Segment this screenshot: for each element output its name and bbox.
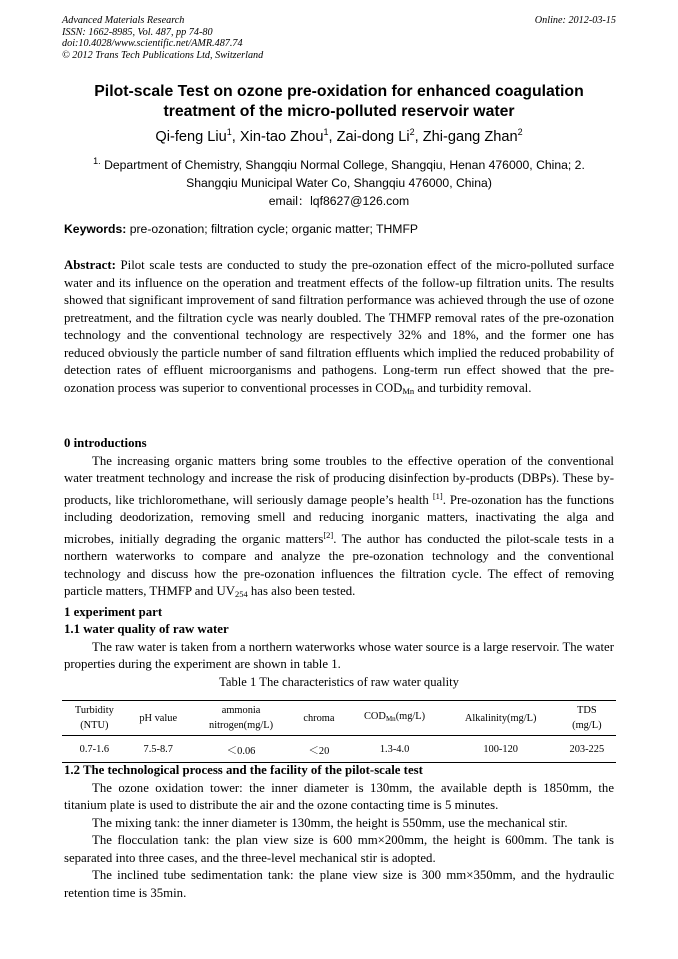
table-header-cell: Turbidity (NTU) <box>74 705 114 731</box>
affiliation-line-2: Shangqiu Municipal Water Co, Shangqiu 476000, China) <box>186 176 492 191</box>
abstract-text: Pilot scale tests are conducted to study the pre-ozonation effect of the micro-polluted surface water and its influence on the operation and treatment effects of the follow-up filtration units. The results showed that significant improvement of sand filtration performance was achieved through the use of ozone pretreatment, and the filtration cycle was nearly doubled. The THMFP removal rates of the pre-ozonation technology and the conventional technology are respectively 32% and 18%, and the former one has reduced obviously the particle number of sand filtration effluents which implied the reduced probability of detection rates of effluent microorganisms and pathogens. Long-term run effect showed that the pre-ozonation process was superior to conventional processes in COD <box>64 258 615 395</box>
title-line-2: treatment of the micro-polluted reservoir water <box>163 103 515 120</box>
journal-name: Advanced Materials Research <box>62 15 185 26</box>
citation[interactable]: [2] <box>323 529 334 540</box>
journal-header <box>62 15 263 61</box>
author-name: Zai-dong Li <box>336 128 410 145</box>
abstract <box>64 257 614 400</box>
process-section <box>64 762 614 902</box>
keywords-text: pre-ozonation; filtration cycle; organic matter; THMFP <box>129 222 419 236</box>
paragraph: The increasing organic matters bring some troubles to the effective operation of the conventional water treatment technology and increase the risk of producing disinfection by-products (DBPs). These by-products, like trichloromethane, will seriously damage people’s health [1]. Pre-ozonation has the functions including deodorization, removing smell and reducing inorganic matters, inactivating the alga and microbes, initially degrading the organic matters[2]. The author has conducted the pilot-scale tests in a northern waterworks to compare and analyze the pre-ozonation technology and the conventional technology and discuss how the pre-ozonation influences the filtration cycle. The effect of removing particle matters, THMFP and $UV_{254}$ has also been tested. <box>64 453 614 599</box>
author-name: Zhi-gang Zhan <box>422 128 518 145</box>
author-name: Qi-feng Liu <box>155 128 227 145</box>
paragraph: The raw water is taken from a northern waterworks whose water source is a large reservoir. The water properties during the experiment are shown in table 1. <box>64 639 614 671</box>
table-cell: 100-120 <box>483 744 518 755</box>
affiliation-marker: 1. <box>93 156 101 166</box>
paragraph: The ozone oxidation tower: the inner diameter is 130mm, the available depth is 1850mm, the titanium plate is used to distribute the air and the ozone contacting time is 5 minutes. <box>64 780 614 812</box>
affiliation-line-1: Department of Chemistry, Shangqiu Normal College, Shangqiu, Henan 476000, China; 2. <box>104 158 585 173</box>
cod-subscript: Mn <box>402 385 415 396</box>
table-header-cell: ammonia nitrogen(mg/L) <box>209 705 274 731</box>
paragraph: The flocculation tank: the plan view size is 600 mm×200mm, the height is 600mm. The tank is separated into three cases, and the three-level mechanical stir is adopted. <box>64 833 614 865</box>
section-heading: 0 introductions <box>64 436 147 450</box>
email: email：lqf8627@126.com <box>268 194 410 209</box>
section-heading: 1 experiment part <box>64 604 163 619</box>
keywords <box>64 221 614 239</box>
doi-line: doi:10.4028/www.scientific.net/AMR.487.74 <box>62 38 243 50</box>
table-header-cell: Alkalinity(mg/L) <box>464 712 537 724</box>
water-quality-table <box>62 700 616 763</box>
table-cell: 7.5-8.7 <box>143 744 173 755</box>
introduction-section <box>64 435 614 691</box>
table-row <box>62 736 616 763</box>
copyright-line: © 2012 Trans Tech Publications Ltd, Switzerland <box>62 49 264 61</box>
online-date: Online: 2012-03-15 <box>534 15 616 26</box>
paragraph: The inclined tube sedimentation tank: the plane view size is 300 mm×350mm, and the hydraulic retention time is 35min. <box>64 868 614 900</box>
author-affiliation-marker: 1 <box>323 127 329 137</box>
table-caption: Table 1 The characteristics of raw water quality <box>219 674 459 689</box>
table-header-cell: TDS (mg/L) <box>572 705 602 731</box>
author-affiliation-marker: 2 <box>517 127 523 137</box>
keywords-label: Keywords: <box>64 222 127 236</box>
subsection-heading: 1.2 The technological process and the facility of the pilot-scale test <box>64 763 423 777</box>
table-cell: 203-225 <box>569 744 605 755</box>
affiliations <box>62 152 616 210</box>
subsection-heading: 1.1 water quality of raw water <box>64 622 229 636</box>
table-header-cell: chroma <box>303 712 335 724</box>
uv-subscript: 254 <box>234 589 248 599</box>
table-cell: ＜0.06 <box>226 746 256 757</box>
abstract-label: Abstract: <box>64 258 116 272</box>
table-cell: 0.7-1.6 <box>79 744 110 755</box>
table-header-cell: $COD_{Mn}(mg/L)$ <box>364 711 426 723</box>
author-affiliation-marker: 2 <box>409 127 415 137</box>
table-cell: 1.3-4.0 <box>379 744 410 755</box>
table-header-row <box>62 701 616 736</box>
paragraph: The mixing tank: the inner diameter is 130mm, the height is 550mm, use the mechanical stir. <box>92 815 568 830</box>
table-cell: ＜20 <box>308 746 330 757</box>
author-name: Xin-tao Zhou <box>239 128 324 145</box>
abstract-text-end: and turbidity removal. <box>414 380 532 395</box>
paper-title <box>62 82 616 122</box>
title-line-1: Pilot-scale Test on ozone pre-oxidation for enhanced coagulation <box>94 83 584 100</box>
table-header-cell: pH value <box>139 712 178 724</box>
author-list: Qi-feng Liu$^1$, Xin-tao Zhou$^1$, Zai-dong Li$^2$, Zhi-gang Zhan$^2$ <box>155 127 523 145</box>
issn-line: ISSN: 1662-8985, Vol. 487, pp 74-80 <box>62 26 213 38</box>
citation[interactable]: [1] <box>432 490 443 501</box>
author-affiliation-marker: 1 <box>226 127 232 137</box>
